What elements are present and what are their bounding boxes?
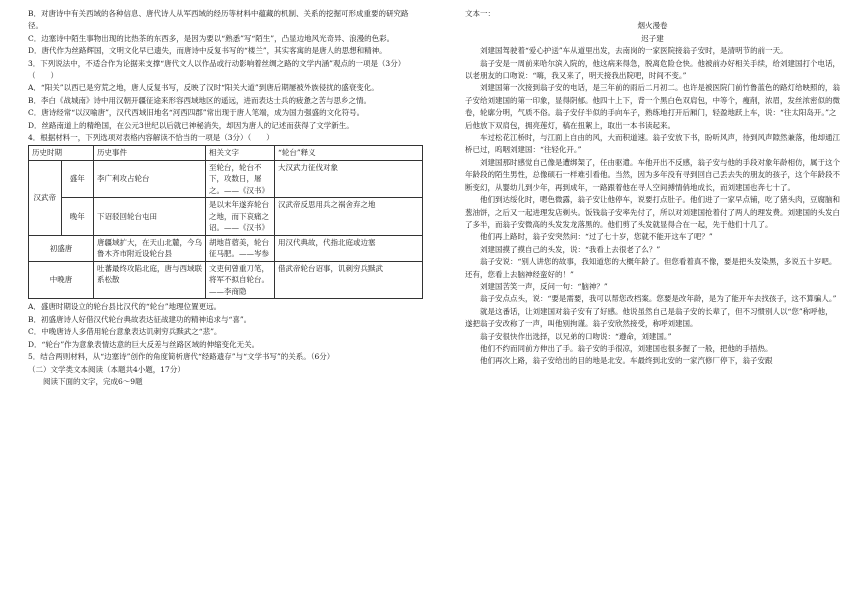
paragraph: C．边塞诗中陌生事物出现的比热茶的东西多，是因为要以“熟悉”写“陌生”，凸显边地风光奇异、浪漫的色彩。 [28,33,395,43]
story-title: 烟火漫卷 [637,21,668,31]
paragraph: 翁子安说：“别人讲您的故事，我知道您的大概年龄了。但您看着真不像，要是把头发染黑，多说五十岁吧。还有，您看上去脑神经蛮好的！” [465,257,837,279]
paragraph: 刘建国第一次接到翁子安的电话，是三年前的雨后二月初二。也许是被医院门前竹鲁蓝色的路灯给映照的，翁子安给刘建国的第一印象，显得阴郁。他四十上下，背一个黑白色双肩包，中等个，瘦削，浓眉，发丝浓密似的微卷，轮廓分明，气质不俗。翁子安仔半似的手向车子，熟练地打开后厢门，轻盈地跃上车，说：“往太阳岛开。”之后他放下双肩包，拥亮莲灯，稿在扭絮上，取出一本书读起来。 [465,83,840,130]
option-c: C．唐诗经常“以汉喻唐”，汉代西域旧地名“河西四郡”常出现于唐人笔端，成为国力强盛的文化符号。 [28,108,365,118]
table-cell: 吐蕃最终攻陷北庭，唐与西域联系松散 [94,261,206,299]
table-cell: 下诏驳回轮台屯田 [94,198,206,236]
table-header: “轮台”释义 [275,146,423,161]
table-header: 相关文字 [206,146,275,161]
table-header: 历史时期 [29,146,94,161]
right-column [465,8,840,368]
paragraph: 他们再上路时，翁子安突然问：“过了七十岁，您就不能开这车了吧？” [480,232,713,242]
table-row [29,198,423,236]
option-a: A．“阳关”以西已是穷荒之地，唐人反复书写，反映了汉时“阳关大道”到唐后期屡被外族侵扰的盛衰变化。 [28,83,379,93]
paragraph: 车过松花江桥时，与江面上自由的风，大而积道速。翁子安放下书，盼听风声，待到风声隙然兼落，他却通江桥已过，呜咽刘建国：“往轻化开。” [465,133,840,155]
paragraph: 刘建国那时感觉自己像是遭绑架了，任由驱遣。车他开出不反感，翁子安与他的手段对象年龄相仿，属于这个年龄段的陌生男性，总像硕石一样难引看他。当然，因为多年没有寻到回自己丢去失的朋友的孩子，这个年龄段不断变幻，从婴幼儿到少年，再到成年，一路跟着他在寻人空间搏情俏地成长，而刘建国也奔七十了。 [465,157,840,192]
table-cell: 借武帝轮台诏事，讥刺穷兵黩武 [275,261,423,299]
paragraph: 就是这番话，让刘建国对翁子安有了好感。他说虽然自己是翁子安的长辈了，但不习惯别人以“您”称呼他，遂把翁子安改称了一声，叫他别拘谨。翁子安欣然接受，称呼刘建国。 [465,306,833,329]
left-column [28,8,423,388]
instruction: 阅读下面的文字，完成6～9题 [43,376,143,386]
paragraph: 翁子安是一周前来哈尔滨入院的，他这病来得急，脱离危险仓快。他被前办好相关手续，给刘建国打个电话，以老朋友的口吻说：“嗨，我又来了，明天接我出院吧，时间不变。” [465,58,840,81]
table-header-row [29,146,423,161]
option-d: D．“轮台”作为意象表情达意的巨大反差与丝路区域的伸缩变化无关。 [28,339,260,349]
question-5: 5．结合两则材料，从“边塞诗”创作的角度简析唐代“经路遗存”与“文学书写”的关系。（6分） [28,352,335,362]
table-cell-subera: 盛年 [61,160,94,198]
paragraph: 翁子安很快作出选择，以兄弟的口吻说：“遵命，刘建国。” [480,331,672,341]
table-row [29,160,423,198]
paragraph: 刘建国摸了摸自己的头发，说：“我看上去很老了么？” [480,244,661,254]
option-b: B．初盛唐诗人好借汉代轮台典故表达征战建功的精神追求与“喜”。 [28,314,252,324]
table-cell: 李广利攻占轮台 [94,160,206,198]
paragraph: 他们再次上路，翁子安给出的目的地是北安。车最终到北安的一家汽修厂停下，翁子安跟 [480,356,773,366]
paragraph: 他们到达绥化时，嗯色微露，翁子安让他停车，说要打点肚子。他们进了一家早点铺，吃了猪头肉，豆腐脑和葱油饼，之后又一起进理发店剃头。饭钱翁子安率先付了，所以对刘建国抢着付了两人的理发费。刘建国的头发白了多半，而翁子安微高的头发发龙落黑的。他们剪了头发就显得合在一起，先于他们十几了。 [465,195,840,229]
option-a: A．盛唐时期设立的轮台县比汉代的“轮台”地理位置更远。 [28,302,222,312]
table-cell: 胡地苜蓿美，轮台征马肥。——岑参 [206,235,275,261]
question-4: 4．根据材料一，下列选项对表格内容解读不恰当的一项是（3分）（ ） [28,133,274,143]
table-cell: 汉武帝反思用兵之祸舍弃之地 [275,198,423,236]
option-d: D．丝路南道上的精绝国，在公元3世纪以后就已神秘消失，却因为唐人的记述而获得了文学新生。 [28,120,354,130]
paragraph: 他们不约而同前方伸出了手。翁子安的手很凉，刘建国也很多握了一般，把他的手捂热。 [480,343,773,353]
table-row [29,261,423,299]
option-c: C．中晚唐诗人多借用轮台意象表达讥刺穷兵黩武之“悲”。 [28,327,222,337]
table-cell-era: 中晚唐 [29,261,94,299]
table-header: 历史事件 [94,146,206,161]
paragraph: B．对唐诗中有关西域的各种信息、唐代诗人从军西域的经历等材料中蕴藏的机制、关系的挖掘可形成重要的研究路径。 [28,9,409,31]
paragraph: D．唐代作为丝路辉国，文明文化早已遗失，而唐诗中反复书写的“楼兰”，其实客寓的是唐人的思想和精神。 [28,46,387,56]
table-cell: 大汉武力征伐对象 [275,160,423,198]
paragraph: 翁子安点点头，说：“要是需要，我可以帮您改档案。您要是改年龄，是为了能开车去找孩子，这不算骗人。” [480,294,837,304]
table-cell-era: 汉武帝 [29,160,62,235]
text-source-label: 文本一： [465,9,495,18]
table-cell: 是以末年遂弃轮台之地，而下哀痛之诏。——《汉书》 [206,198,275,236]
table-cell: 文吏何曾重刀笔，将军不拟自轮台。——李商隐 [206,261,275,299]
table-cell-era: 初盛唐 [29,235,94,261]
paragraph: 刘建国苦笑一声，反问一句：“脑神？” [480,281,608,291]
lunta-table [28,145,423,299]
question-3: 3．下列说法中，不适合作为论据来支撑“唐代文人以作品或行动影响着丝绸之路的文学内涵”观点的一项是（3分）（ ） [28,58,406,81]
story-author: 迟子建 [641,33,664,43]
table-cell: 用汉代典故，代指北庭或边塞 [275,235,423,261]
table-cell-subera: 晚年 [61,198,94,236]
paragraph: 刘建国驾驶着“爱心护送”车从道里出发，去南岗的一家医院接翁子安时，是清明节的前一天。 [480,46,788,56]
section-heading: （二）文学类文本阅读（本题共4小题，17分） [28,364,185,374]
option-b: B．李白《战城南》诗中用汉朝开疆征途来形容西域地区的遥远，进而表达士兵的疲惫之苦与思乡之情。 [28,95,372,105]
table-cell: 至轮台，轮台不下，攻数日，屠之。——《汉书》 [206,160,275,198]
table-cell: 唐疆域扩大，在天山北麓，今乌鲁木齐市附近设轮台县 [94,235,206,261]
table-row [29,235,423,261]
